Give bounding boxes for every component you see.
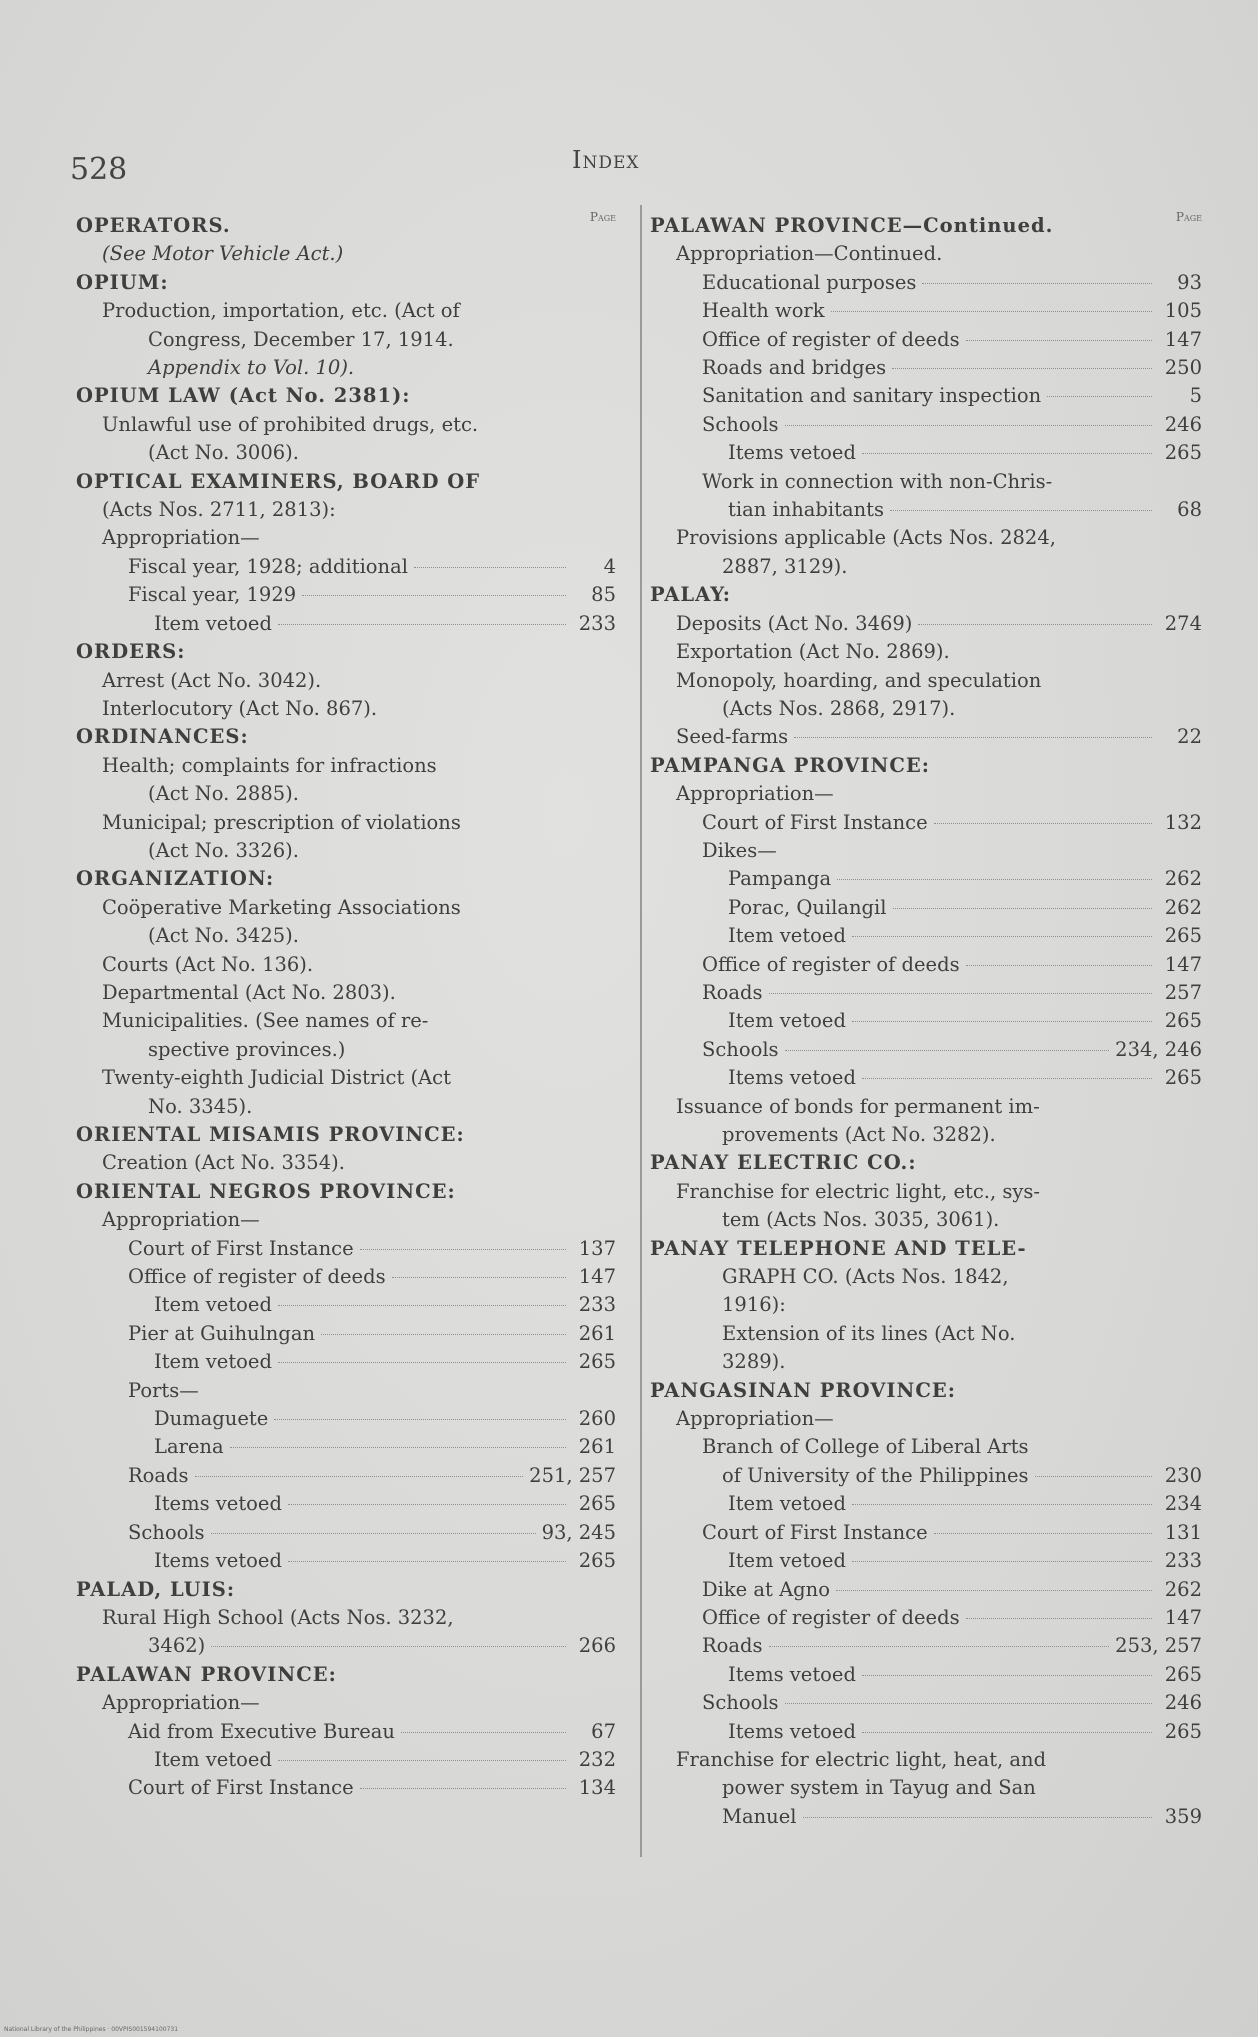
page-reference: 230 [1164,1463,1202,1487]
page-reference: 265 [1164,441,1202,465]
page-reference: 262 [1164,867,1202,891]
leader-dots [769,1646,1110,1647]
index-heading: ORDINANCES: [76,725,249,749]
page-reference: 265 [1164,1066,1202,1090]
index-entry [76,553,616,581]
index-heading: ORGANIZATION: [76,867,275,891]
index-entry [650,610,1202,638]
page-reference: 85 [591,583,616,607]
entry-text: Court of First Instance [128,1236,354,1260]
page-reference: 134 [578,1776,616,1800]
index-entry: (See Motor Vehicle Act.) [102,242,344,266]
leader-dots [230,1447,566,1448]
entry-text: of University of the Philippines [722,1463,1029,1487]
entry-text: Schools [702,412,779,436]
index-entry: Congress, December 17, 1914. [148,327,454,351]
index-entry [76,1433,616,1461]
index-entry [650,922,1202,950]
page-reference: 147 [1164,1605,1202,1629]
entry-text: Sanitation and sanitary inspection [702,384,1042,408]
leader-dots [211,1533,536,1534]
running-head: Index [572,146,640,174]
entry-text: Dike at Agno [702,1577,830,1601]
index-entry: Issuance of bonds for permanent im- [676,1094,1040,1118]
page-label-right: Page [1175,210,1202,224]
entry-text: Item vetoed [154,1293,272,1317]
index-entry [76,1746,616,1774]
page-reference: 265 [578,1549,616,1573]
index-entry [650,1036,1202,1064]
entry-text: Item vetoed [154,1747,272,1771]
column-rule [640,205,642,1857]
leader-dots [862,1675,1152,1676]
leader-dots [1047,396,1152,397]
index-heading: OPTICAL EXAMINERS, BOARD OF [76,469,481,493]
entry-text: Schools [128,1520,205,1544]
entry-text: Items vetoed [728,1662,856,1686]
leader-dots [288,1561,566,1562]
page-reference: 137 [578,1236,616,1260]
leader-dots [414,567,566,568]
leader-dots [966,965,1152,966]
leader-dots [1035,1476,1152,1477]
index-entry: Twenty-eighth Judicial District (Act [102,1066,451,1090]
page-reference: 274 [1164,611,1202,635]
leader-dots [278,1362,566,1363]
index-entry: No. 3345). [148,1094,253,1118]
page-reference: 261 [578,1321,616,1345]
index-heading: ORIENTAL MISAMIS PROVINCE: [76,1123,465,1146]
index-entry: Municipalities. (See names of re- [102,1009,429,1033]
index-entry: Franchise for electric light, heat, and [676,1747,1047,1771]
entry-text: Seed-farms [676,725,789,749]
index-entry [76,581,616,609]
entry-text: Item vetoed [154,611,272,635]
leader-dots [302,595,566,596]
index-entry [76,1235,616,1263]
index-entry: Courts (Act No. 136). [102,952,314,976]
page-reference: 257 [1164,980,1202,1004]
index-entry: power system in Tayug and San [722,1776,1036,1800]
entry-text: Manuel [722,1804,797,1828]
index-entry: 2887, 3129). [722,554,848,578]
index-heading: PALAWAN PROVINCE: [76,1662,337,1686]
leader-dots [934,823,1152,824]
leader-dots [862,453,1152,454]
index-entry: Appendix to Vol. 10). [148,356,355,380]
entry-text: Pampanga [728,867,832,891]
entry-text: Fiscal year, 1928; additional [128,554,408,578]
leader-dots [831,311,1152,312]
index-entry: Appropriation—Continued. [676,242,943,266]
entry-text: Court of First Instance [702,1520,928,1544]
entry-text: Office of register of deeds [702,952,960,976]
index-entry [650,1632,1202,1660]
leader-dots [794,737,1152,738]
page-reference: 266 [578,1634,616,1658]
index-entry: spective provinces.) [148,1037,346,1061]
leader-dots [862,1732,1152,1733]
leader-dots [785,1703,1152,1704]
leader-dots [288,1504,566,1505]
leader-dots [278,1305,566,1306]
page-reference: 265 [1164,1719,1202,1743]
index-entry [76,1263,616,1291]
page-reference: 93, 245 [541,1520,616,1544]
page-label-left: Page [589,210,616,224]
index-entry: (Acts Nos. 2868, 2917). [722,696,956,720]
index-entry [650,1007,1202,1035]
leader-dots [836,1590,1152,1591]
leader-dots [278,1760,566,1761]
entry-text: Items vetoed [728,1066,856,1090]
entry-text: Item vetoed [728,1549,846,1573]
index-entry: Franchise for electric light, etc., sys- [676,1179,1040,1203]
index-entry [76,1320,616,1348]
leader-dots [966,1618,1152,1619]
entry-text: tian inhabitants [728,498,885,522]
index-heading: PALAD, LUIS: [76,1577,236,1601]
leader-dots [360,1788,566,1789]
index-entry [650,723,1202,751]
leader-dots [274,1419,566,1420]
index-entry [76,1348,616,1376]
entry-text: Items vetoed [728,1719,856,1743]
page-reference: 93 [1177,270,1202,294]
entry-text: Roads [702,1634,763,1658]
index-entry: Arrest (Act No. 3042). [102,668,322,692]
index-heading: ORDERS: [76,640,186,664]
index-entry: Creation (Act No. 3354). [102,1151,345,1175]
index-entry [650,1490,1202,1518]
page-reference: 265 [578,1492,616,1516]
index-entry: Work in connection with non-Chris- [702,469,1053,493]
index-entry: Dikes— [702,838,777,862]
index-entry [650,1462,1202,1490]
index-column-right [650,212,1202,1831]
page-reference: 233 [578,1293,616,1317]
page-reference: 22 [1177,725,1202,749]
page-reference: 147 [578,1265,616,1289]
index-entry: Unlawful use of prohibited drugs, etc. [102,412,479,436]
leader-dots [852,936,1152,937]
page-reference: 265 [1164,1009,1202,1033]
leader-dots [195,1476,524,1477]
entry-text: Item vetoed [728,1492,846,1516]
leader-dots [211,1646,566,1647]
page-reference: 4 [603,554,616,578]
index-heading: PANGASINAN PROVINCE: [650,1378,956,1402]
page-reference: 233 [1164,1549,1202,1573]
entry-text: Health work [702,299,825,323]
index-entry: Production, importation, etc. (Act of [102,299,460,323]
page-reference: 260 [578,1407,616,1431]
index-entry [76,1490,616,1518]
index-entry [650,326,1202,354]
index-entry [650,1519,1202,1547]
index-entry [650,411,1202,439]
page-reference: 246 [1164,412,1202,436]
index-entry: (Act No. 2885). [148,782,299,806]
index-entry: Interlocutory (Act No. 867). [102,696,378,720]
entry-text: Item vetoed [728,924,846,948]
entry-text: Roads [128,1463,189,1487]
leader-dots [852,1021,1152,1022]
entry-text: Roads and bridges [702,356,887,380]
page-reference: 232 [578,1747,616,1771]
index-entry: Monopoly, hoarding, and speculation [676,668,1042,692]
entry-text: Schools [702,1037,779,1061]
index-heading: PANAY ELECTRIC CO.: [650,1151,917,1175]
page-reference: 246 [1164,1691,1202,1715]
page-reference: 131 [1164,1520,1202,1544]
index-entry: Rural High School (Acts Nos. 3232, [102,1605,454,1629]
index-entry [76,1291,616,1319]
page-reference: 261 [578,1435,616,1459]
index-heading: ORIENTAL NEGROS PROVINCE: [76,1179,456,1203]
page-reference: 5 [1189,384,1202,408]
index-heading: OPIUM: [76,270,169,294]
entry-text: Dumaguete [154,1407,269,1431]
index-entry [76,1632,616,1660]
page-reference: 265 [578,1350,616,1374]
entry-text: Court of First Instance [702,810,928,834]
entry-text: Items vetoed [154,1549,282,1573]
page-reference: 132 [1164,810,1202,834]
index-heading: PALAY: [650,583,731,607]
index-column-left [76,212,616,1803]
index-entry [650,951,1202,979]
index-entry: Appropriation— [102,1208,260,1232]
index-entry: Provisions applicable (Acts Nos. 2824, [676,526,1056,550]
entry-text: Schools [702,1691,779,1715]
leader-dots [918,624,1152,625]
index-entry: 1916): [722,1293,786,1317]
page-reference: 251, 257 [529,1463,616,1487]
page-reference: 253, 257 [1115,1634,1202,1658]
leader-dots [892,368,1152,369]
index-heading: PAMPANGA PROVINCE: [650,753,930,777]
index-entry [650,439,1202,467]
entry-text: Aid from Executive Bureau [128,1719,395,1743]
index-entry [650,496,1202,524]
leader-dots [401,1732,566,1733]
index-heading: PANAY TELEPHONE AND TELE- [650,1236,1027,1260]
archive-footer: National Library of the Philippines · 00VPIS001594100731 [4,2026,179,2033]
entry-text: Roads [702,980,763,1004]
index-entry [650,1604,1202,1632]
index-entry: Appropriation— [102,1691,260,1715]
entry-text: Item vetoed [154,1350,272,1374]
index-entry: 3289). [722,1350,786,1374]
entry-text: Larena [154,1435,224,1459]
page-reference: 67 [591,1719,616,1743]
entry-text: Porac, Quilangil [728,895,887,919]
index-entry: provements (Act No. 3282). [722,1123,996,1146]
index-entry: (Act No. 3006). [148,441,299,465]
index-entry [76,610,616,638]
entry-text: Office of register of deeds [128,1265,386,1289]
page-reference: 234 [1164,1492,1202,1516]
index-heading: OPIUM LAW (Act No. 2381): [76,384,411,408]
index-entry [76,1405,616,1433]
index-entry: Extension of its lines (Act No. [722,1321,1016,1345]
index-entry [650,1064,1202,1092]
index-entry: (Act No. 3326). [148,838,299,862]
leader-dots [785,1050,1110,1051]
index-entry [650,1576,1202,1604]
entry-text: Deposits (Act No. 3469) [676,611,913,635]
leader-dots [803,1817,1153,1818]
leader-dots [922,283,1152,284]
page-number: 528 [70,152,128,187]
index-entry [650,979,1202,1007]
page-reference: 147 [1164,327,1202,351]
leader-dots [321,1334,566,1335]
leader-dots [934,1533,1152,1534]
index-entry [650,1661,1202,1689]
index-entry [76,1774,616,1802]
index-entry [650,1689,1202,1717]
entry-text: Pier at Guihulngan [128,1321,316,1345]
page-reference: 234, 246 [1115,1037,1202,1061]
index-entry [76,1462,616,1490]
index-entry [650,1803,1202,1831]
leader-dots [862,1078,1152,1079]
page-reference: 147 [1164,952,1202,976]
page-reference: 265 [1164,924,1202,948]
page-reference: 359 [1164,1804,1202,1828]
entry-text: Educational purposes [702,270,917,294]
leader-dots [392,1277,566,1278]
index-entry: GRAPH CO. (Acts Nos. 1842, [722,1265,1009,1289]
index-entry: Exportation (Act No. 2869). [676,640,950,664]
index-entry [650,382,1202,410]
leader-dots [890,510,1152,511]
entry-text: Office of register of deeds [702,327,960,351]
entry-text: 3462) [148,1634,206,1658]
index-heading: PALAWAN PROVINCE—Continued. [650,214,1054,237]
index-entry: (Acts Nos. 2711, 2813): [102,498,336,522]
entry-text: Item vetoed [728,1009,846,1033]
leader-dots [852,1504,1152,1505]
index-entry [76,1519,616,1547]
leader-dots [893,908,1153,909]
leader-dots [360,1249,566,1250]
index-entry [650,1718,1202,1746]
index-entry: (Act No. 3425). [148,924,299,948]
entry-text: Office of register of deeds [702,1605,960,1629]
leader-dots [852,1561,1152,1562]
index-entry: Ports— [128,1378,199,1402]
index-entry [76,1547,616,1575]
index-entry: Appropriation— [102,526,260,550]
page-reference: 265 [1164,1662,1202,1686]
index-entry [650,809,1202,837]
entry-text: Items vetoed [728,441,856,465]
page-reference: 262 [1164,895,1202,919]
entry-text: Items vetoed [154,1492,282,1516]
index-entry [650,269,1202,297]
index-entry: Coöperative Marketing Associations [102,895,461,919]
index-entry: Health; complaints for infractions [102,753,437,777]
index-entry [76,1718,616,1746]
index-entry: Appropriation— [676,1407,834,1431]
leader-dots [769,993,1152,994]
index-entry [650,894,1202,922]
leader-dots [837,879,1152,880]
index-entry: Branch of College of Liberal Arts [702,1435,1029,1459]
page-reference: 262 [1164,1577,1202,1601]
entry-text: Court of First Instance [128,1776,354,1800]
index-entry [650,297,1202,325]
page-reference: 250 [1164,356,1202,380]
index-entry: Appropriation— [676,782,834,806]
index-entry [650,1547,1202,1575]
leader-dots [278,624,566,625]
leader-dots [785,425,1152,426]
page-reference: 233 [578,611,616,635]
index-entry: tem (Acts Nos. 3035, 3061). [722,1208,1000,1232]
index-entry: Municipal; prescription of violations [102,810,461,834]
index-entry [650,354,1202,382]
index-entry [650,865,1202,893]
page-reference: 68 [1177,498,1202,522]
entry-text: Fiscal year, 1929 [128,583,297,607]
index-entry: Departmental (Act No. 2803). [102,980,396,1004]
leader-dots [966,340,1152,341]
page-reference: 105 [1164,299,1202,323]
index-heading: OPERATORS. [76,214,231,237]
